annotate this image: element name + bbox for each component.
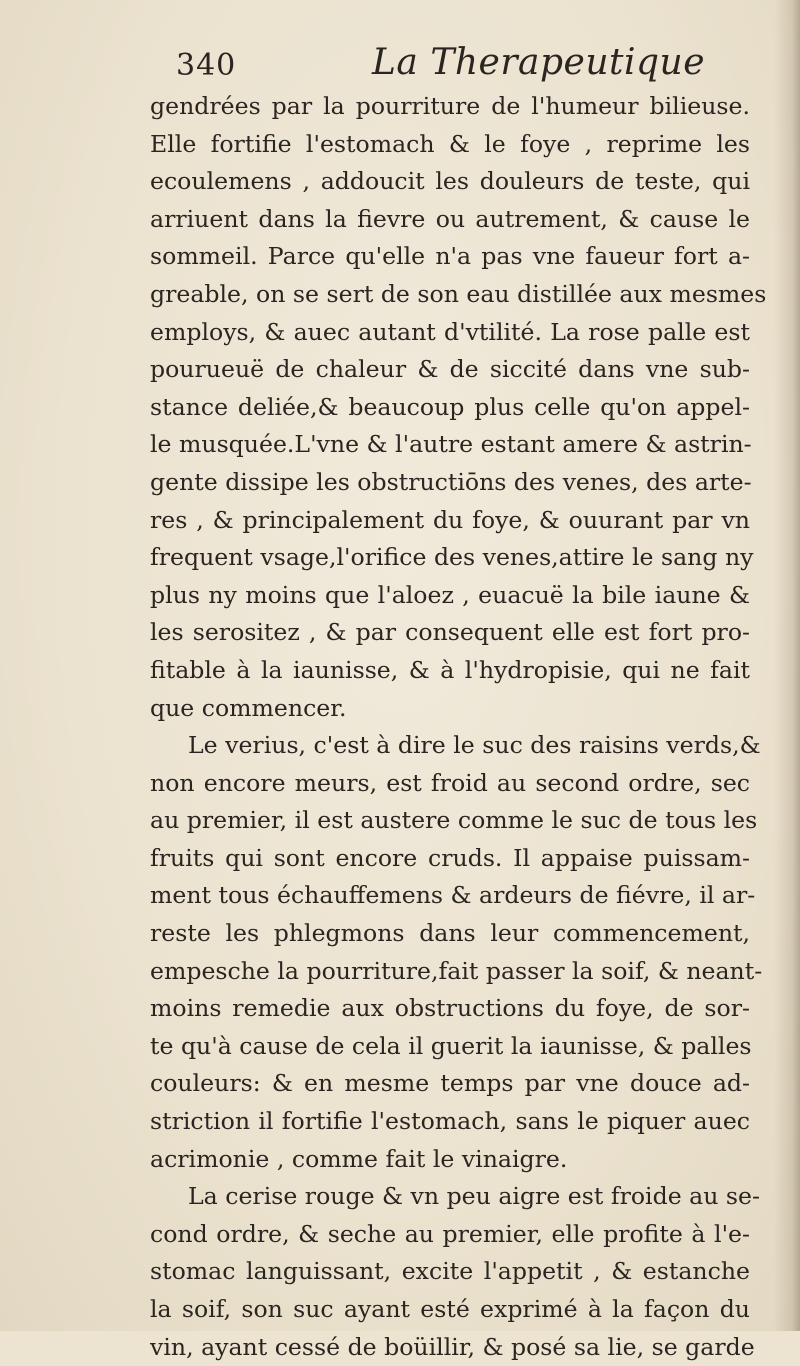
text-line: striction il fortifie l'estomach, sans le piquer auec [150, 1107, 750, 1136]
text-line: les serositez , & par consequent elle est fort pro- [150, 618, 750, 647]
text-line: fitable à la iaunisse, & à l'hydropisie, qui ne fait [150, 655, 750, 684]
text-line: non encore meurs, est froid au second ordre, sec [150, 768, 750, 797]
text-line: pourueuë de chaleur & de siccité dans vne sub- [150, 355, 750, 384]
text-line: plus ny moins que l'aloez , euacuë la bile iaune & [150, 580, 750, 609]
running-title: La Therapeutique [372, 42, 706, 83]
text-line: vin, ayant cessé de boüillir, & posé sa lie, se garde [150, 1332, 755, 1361]
paragraph-start-line: Le verius, c'est à dire le suc des raisins verds,& [188, 731, 761, 760]
text-line: sommeil. Parce qu'elle n'a pas vne faueur fort a- [150, 242, 750, 271]
text-line: employs, & auec autant d'vtilité. La rose palle est [150, 317, 750, 346]
text-line: le musquée.L'vne & l'autre estant amere & astrin- [150, 430, 752, 459]
page-number: 340 [176, 48, 237, 83]
text-line: reste les phlegmons dans leur commencement, [150, 919, 750, 948]
paragraph-end-line: que commencer. [150, 693, 347, 722]
text-line: stomac languissant, excite l'appetit , & estanche [150, 1257, 750, 1286]
text-line: stance deliée,& beaucoup plus celle qu'on appel- [150, 392, 750, 421]
text-line: gendrées par la pourriture de l'humeur bilieuse. [150, 92, 750, 120]
paragraph-end-line: acrimonie , comme fait le vinaigre. [150, 1144, 568, 1173]
text-line: la soif, son suc ayant esté exprimé à la façon du [150, 1295, 750, 1323]
text-line: arriuent dans la fievre ou autrement, & cause le [150, 204, 750, 233]
text-line: res , & principalement du foye, & ouurant par vn [150, 505, 750, 534]
text-line: au premier, il est austere comme le suc de tous les [150, 806, 758, 835]
text-line: ecoulemens , addoucit les douleurs de teste, qui [150, 167, 750, 196]
text-line: cond ordre, & seche au premier, elle profite à l'e- [150, 1219, 750, 1248]
text-line: couleurs: & en mesme temps par vne douce ad- [150, 1069, 750, 1098]
text-line: ment tous échauffemens & ardeurs de fiévre, il ar- [150, 881, 756, 910]
text-line: fruits qui sont encore cruds. Il appaise puissam- [150, 843, 750, 872]
text-line: gente dissipe les obstructiōns des venes, des arte- [150, 467, 752, 496]
text-line: greable, on se sert de son eau distillée aux mesmes [150, 279, 767, 308]
text-line: frequent vsage,l'orifice des venes,attire le sang ny [150, 543, 754, 572]
text-line: te qu'à cause de cela il guerit la iaunisse, & palles [150, 1031, 752, 1060]
text-line: moins remedie aux obstructions du foye, de sor- [150, 994, 750, 1023]
text-line: Elle fortifie l'estomach & le foye , reprime les [150, 129, 750, 158]
page-edge-shadow [774, 0, 800, 1331]
text-line: empesche la pourriture,fait passer la soif, & neant- [150, 956, 763, 985]
body-text [150, 88, 767, 1366]
page-header [176, 42, 736, 88]
paragraph-start-line: La cerise rouge & vn peu aigre est froide au se- [188, 1182, 760, 1211]
